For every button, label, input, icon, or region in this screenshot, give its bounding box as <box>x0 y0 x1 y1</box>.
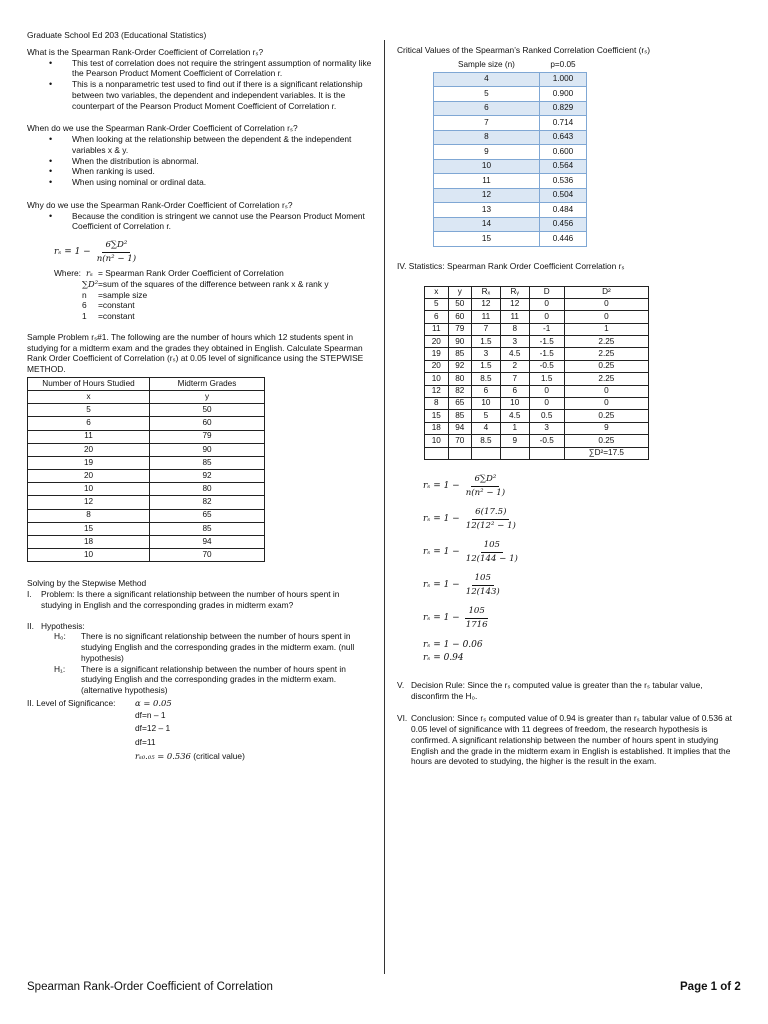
table-cell: 10 <box>434 159 540 174</box>
table-cell: 6 <box>500 385 529 397</box>
table-header-row <box>425 286 649 298</box>
column-header: D <box>529 286 564 298</box>
table-cell: 94 <box>448 422 472 434</box>
table-cell: 1 <box>564 323 648 335</box>
table-subheader-row <box>28 390 265 403</box>
step-denominator: 12(143) <box>465 586 500 597</box>
sample-problem-lead: Sample Problem rₛ#1. <box>27 331 109 342</box>
table-cell: 65 <box>448 398 472 410</box>
where-description: =constant <box>98 300 135 311</box>
significance-level <box>27 698 372 709</box>
step-numerator: 6∑D² <box>471 474 499 487</box>
when-bullets <box>27 134 372 188</box>
step-lhs: rₛ = 1 − <box>423 612 460 623</box>
table-cell: 80 <box>448 373 472 385</box>
table-row <box>28 549 265 562</box>
table-cell: -1.5 <box>529 348 564 360</box>
table-cell: 0.25 <box>564 410 648 422</box>
table-cell: 0 <box>529 385 564 397</box>
table-cell: 15 <box>28 522 150 535</box>
why-question: Why do we use the Spearman Rank-Order Coefficient of Correlation rₛ? <box>27 199 293 210</box>
degrees-of-freedom <box>27 709 372 764</box>
table-row <box>28 522 265 535</box>
table-cell: 1.5 <box>472 360 501 372</box>
table-cell: 6 <box>472 385 501 397</box>
table-cell: 10 <box>425 373 449 385</box>
table-cell: 10 <box>500 398 529 410</box>
table-cell: 0.504 <box>539 188 586 203</box>
table-cell: -0.5 <box>529 360 564 372</box>
column-header: D² <box>564 286 648 298</box>
where-description: =sample size <box>98 289 148 300</box>
null-hypothesis <box>27 631 372 663</box>
decision-rule <box>397 680 742 702</box>
step-fraction <box>463 474 508 499</box>
alternative-hypothesis <box>27 664 372 696</box>
conclusion-number: VI. <box>397 713 408 724</box>
table-row <box>434 101 587 116</box>
critical-value-note: (critical value) <box>190 751 245 762</box>
column-header: Rᵧ <box>500 286 529 298</box>
table-cell: 0.900 <box>539 87 586 102</box>
problem-statement <box>27 589 372 611</box>
table-cell: 0.564 <box>539 159 586 174</box>
table-cell: 20 <box>425 336 449 348</box>
table-row <box>425 323 649 335</box>
table-row <box>28 456 265 469</box>
table-cell: 60 <box>150 417 265 430</box>
h1-label: H₁: <box>54 663 66 674</box>
table-row <box>28 509 265 522</box>
table-row <box>425 348 649 360</box>
critical-value <box>135 750 372 764</box>
conclusion-text: Conclusion: Since rₛ computed value of 0.94 is greater than rₛ tabular value of 0.536 at 0.05 level of significance with 11 degrees of freedom, the research hypothesis is confirmed. A significant relationship between the number of hours spent in studying English and the grade in the midterm exam in English is established. It implies that the hours are devoted to studying, the higher is the result in the exam. <box>411 713 732 767</box>
table-cell: 15 <box>434 232 540 247</box>
column-subheader: x <box>28 390 150 403</box>
table-cell: 20 <box>425 360 449 372</box>
step-fraction <box>463 606 491 631</box>
table-cell: 8 <box>28 509 150 522</box>
what-bullets <box>27 58 372 112</box>
table-cell: 0.714 <box>539 116 586 131</box>
table-cell: 50 <box>150 404 265 417</box>
table-row <box>434 203 587 218</box>
table-cell: 79 <box>150 430 265 443</box>
table-cell: 18 <box>425 422 449 434</box>
table-cell: 6 <box>434 101 540 116</box>
computation-step <box>423 606 742 631</box>
table-cell: 0.484 <box>539 203 586 218</box>
list-item: • This test of correlation does not require the stringent assumption of normality like the Pearson Product Moment Coefficient of Correlation r. <box>27 58 372 80</box>
table-cell: 18 <box>28 536 150 549</box>
table-row <box>434 130 587 145</box>
total-row <box>425 447 649 459</box>
step-denominator: 1716 <box>465 619 488 630</box>
table-row <box>28 483 265 496</box>
problem-text: Problem: Is there a significant relationship between the number of hours spent in studying in English and the corresponding grades in midterm exam? <box>41 589 340 610</box>
table-cell: 79 <box>448 323 472 335</box>
table-cell: 0.5 <box>529 410 564 422</box>
final-result <box>397 639 742 666</box>
table-row <box>434 145 587 160</box>
decision-text: Decision Rule: Since the rₛ computed value is greater than the rₛ tabular value, disconfirm the H₀. <box>411 679 703 701</box>
when-question: When do we use the Spearman Rank-Order Coefficient of Correlation rₛ? <box>27 123 298 134</box>
sample-data-table <box>27 377 265 563</box>
table-cell: 12 <box>425 385 449 397</box>
table-cell: 6 <box>425 311 449 323</box>
h1-text: There is a significant relationship between the number of hours spent in studying English and the corresponding grades in the midterm exam. (alternative hypothesis) <box>81 663 346 696</box>
table-cell: 9 <box>500 435 529 447</box>
table-cell: 4.5 <box>500 410 529 422</box>
list-item: • When looking at the relationship between the dependent & the independent variables x & y. <box>27 134 372 156</box>
list-item: • Because the condition is stringent we cannot use the Pearson Product Moment Coefficient of Correlation r. <box>27 211 372 233</box>
computation-step <box>423 540 742 565</box>
table-header-row <box>434 58 587 73</box>
table-cell: 85 <box>448 410 472 422</box>
table-cell: 85 <box>150 456 265 469</box>
footer-title: Spearman Rank-Order Coefficient of Correlation <box>27 981 273 993</box>
table-cell: 92 <box>150 470 265 483</box>
critical-values-table <box>433 58 587 247</box>
table-row <box>28 417 265 430</box>
statistics-table <box>424 286 649 460</box>
table-cell: 2 <box>500 360 529 372</box>
table-row <box>434 188 587 203</box>
table-cell: 20 <box>28 470 150 483</box>
table-cell: 0.25 <box>564 360 648 372</box>
statistics-title: IV. Statistics: Spearman Rank Order Coefficient Correlation rₛ <box>397 260 625 271</box>
list-item: • This is a nonparametric test used to find out if there is a significant relationship between two variables, the dependent and independent variables. It is the counterpart of the Pearson Product Moment Coefficient of Correlation r. <box>27 79 372 111</box>
step-fraction <box>463 540 521 565</box>
sample-problem-text: The following are the number of hours which 12 students spent in studying for a midterm exam and the grades they obtained in English. Calculate Spearman Rank Order Coefficient of Correlation (rₛ) at 0.05 level of significance using the STEPWISE METHOD. <box>27 331 364 374</box>
table-cell: 82 <box>150 496 265 509</box>
table-row <box>28 496 265 509</box>
document-header: Graduate School Ed 203 (Educational Statistics) <box>27 30 207 40</box>
table-cell: 12 <box>28 496 150 509</box>
column-header: Number of Hours Studied <box>28 377 150 390</box>
table-cell: 19 <box>28 456 150 469</box>
table-cell: 6 <box>28 417 150 430</box>
table-row <box>28 536 265 549</box>
formula-denominator: n(n² − 1) <box>96 254 137 264</box>
df-line: df=11 <box>135 737 156 748</box>
computation-result: rₛ = 0.94 <box>423 653 464 664</box>
where-symbol: ∑D² <box>82 278 99 289</box>
table-cell: 12 <box>500 298 529 310</box>
table-row <box>434 232 587 247</box>
formula-lhs: rₛ = 1 − <box>54 246 91 257</box>
table-cell: 0.25 <box>564 435 648 447</box>
table-row <box>425 373 649 385</box>
table-cell: 20 <box>28 443 150 456</box>
column-divider <box>384 40 385 974</box>
table-cell: 0.456 <box>539 217 586 232</box>
table-row <box>425 311 649 323</box>
table-cell: 92 <box>448 360 472 372</box>
table-cell: 0 <box>564 398 648 410</box>
table-row <box>425 422 649 434</box>
table-cell: 0.643 <box>539 130 586 145</box>
where-symbol: 6 <box>82 300 87 311</box>
list-item: • When using nominal or ordinal data. <box>27 177 372 188</box>
table-cell: 0.600 <box>539 145 586 160</box>
step-numerator: 105 <box>465 606 487 619</box>
step-denominator: n(n² − 1) <box>465 487 506 498</box>
table-cell: 4 <box>434 72 540 87</box>
step-lhs: rₛ = 1 − <box>423 513 460 524</box>
hypothesis-heading <box>27 621 372 632</box>
table-row <box>28 443 265 456</box>
table-cell: 0 <box>564 311 648 323</box>
table-cell: 0 <box>564 298 648 310</box>
formula-numerator: 6∑D² <box>102 240 130 253</box>
column-subheader: y <box>150 390 265 403</box>
table-header-row <box>28 377 265 390</box>
df-line: df=n – 1 <box>135 709 166 720</box>
table-cell: 0.536 <box>539 174 586 189</box>
table-row <box>425 398 649 410</box>
table-cell: 5 <box>28 404 150 417</box>
step-numerator: 6(17.5) <box>472 507 509 520</box>
table-row <box>425 385 649 397</box>
computation-steps <box>397 474 742 631</box>
table-cell: 11 <box>425 323 449 335</box>
table-cell: 85 <box>150 522 265 535</box>
computation-step <box>423 507 742 532</box>
step-fraction <box>463 507 519 532</box>
where-label: Where: <box>54 268 81 278</box>
table-cell: -1 <box>529 323 564 335</box>
problem-number: I. <box>27 589 32 600</box>
right-column <box>397 45 742 767</box>
table-cell: 10 <box>425 435 449 447</box>
table-row <box>425 410 649 422</box>
table-cell: 5 <box>434 87 540 102</box>
table-row <box>434 72 587 87</box>
table-cell: 1.5 <box>472 336 501 348</box>
table-cell: 19 <box>425 348 449 360</box>
table-cell: 0.829 <box>539 101 586 116</box>
stepwise-title: Solving by the Stepwise Method <box>27 578 147 589</box>
column-header: p=0.05 <box>550 59 576 69</box>
where-description: =constant <box>98 311 135 321</box>
step-numerator: 105 <box>481 540 503 553</box>
alpha-value: α = 0.05 <box>135 697 172 708</box>
table-row <box>434 87 587 102</box>
computation-step <box>423 474 742 499</box>
list-item: • When ranking is used. <box>27 166 372 177</box>
table-cell: 8 <box>434 130 540 145</box>
where-description: =sum of the squares of the difference between rank x & rank y <box>98 278 329 289</box>
df-line: df=12 – 1 <box>135 723 171 734</box>
table-cell: 11 <box>434 174 540 189</box>
table-cell: 70 <box>448 435 472 447</box>
left-column <box>27 30 372 764</box>
table-cell: 11 <box>28 430 150 443</box>
table-row <box>28 404 265 417</box>
column-header: Sample size (n) <box>458 59 515 69</box>
sample-problem <box>27 332 372 375</box>
table-cell: 80 <box>150 483 265 496</box>
critical-value-symbol: rₛ₀.₀₅ = 0.536 <box>135 751 191 762</box>
table-cell: 0.446 <box>539 232 586 247</box>
table-cell: 3 <box>529 422 564 434</box>
column-header: Rₓ <box>472 286 501 298</box>
table-row <box>434 174 587 189</box>
where-symbol: rₛ <box>86 268 93 278</box>
column-header: y <box>448 286 472 298</box>
step-lhs: rₛ = 1 − <box>423 579 460 590</box>
table-cell: 1 <box>500 422 529 434</box>
table-row <box>425 435 649 447</box>
column-header: x <box>425 286 449 298</box>
table-row <box>28 470 265 483</box>
h0-text: There is no significant relationship between the number of hours spent in studying English and the corresponding grades in the midterm exam. (null hypothesis) <box>81 631 355 663</box>
step-lhs: rₛ = 1 − <box>423 546 460 557</box>
table-cell: 10 <box>472 398 501 410</box>
computation-line: rₛ = 1 − 0.06 <box>423 639 483 650</box>
table-cell: 0 <box>564 385 648 397</box>
decision-number: V. <box>397 679 405 690</box>
why-bullets <box>27 211 372 233</box>
table-row <box>434 159 587 174</box>
table-cell: 65 <box>150 509 265 522</box>
table-cell: 5 <box>472 410 501 422</box>
step-fraction <box>463 573 503 598</box>
table-cell: 7 <box>500 373 529 385</box>
table-cell: 4.5 <box>500 348 529 360</box>
what-question: What is the Spearman Rank-Order Coefficient of Correlation rₛ? <box>27 46 264 57</box>
table-cell: 7 <box>434 116 540 131</box>
table-cell: 94 <box>150 536 265 549</box>
table-cell: 1.000 <box>539 72 586 87</box>
table-cell: 60 <box>448 311 472 323</box>
table-cell: 12 <box>472 298 501 310</box>
step-numerator: 105 <box>472 573 494 586</box>
table-row <box>425 298 649 310</box>
table-cell: 0 <box>529 398 564 410</box>
table-row <box>425 360 649 372</box>
significance-label: II. Level of Significance: <box>27 697 116 708</box>
table-cell: 9 <box>434 145 540 160</box>
critical-table-title: Critical Values of the Spearman’s Ranked Correlation Coefficient (rₛ) <box>397 45 651 55</box>
step-lhs: rₛ = 1 − <box>423 480 460 491</box>
table-cell: 82 <box>448 385 472 397</box>
table-cell: 90 <box>448 336 472 348</box>
table-cell: 0 <box>529 311 564 323</box>
table-cell: 14 <box>434 217 540 232</box>
table-cell: 8.5 <box>472 435 501 447</box>
table-cell: 10 <box>28 549 150 562</box>
formula-fraction <box>94 240 139 265</box>
table-cell: 70 <box>150 549 265 562</box>
table-cell: 0 <box>529 298 564 310</box>
table-cell: 5 <box>425 298 449 310</box>
computation-step <box>423 573 742 598</box>
table-cell: -1.5 <box>529 336 564 348</box>
page-number: Page 1 of 2 <box>680 981 741 993</box>
table-cell: 11 <box>472 311 501 323</box>
table-cell: 85 <box>448 348 472 360</box>
table-cell: 15 <box>425 410 449 422</box>
table-row <box>434 217 587 232</box>
conclusion <box>397 713 742 767</box>
list-item: • When the distribution is abnormal. <box>27 156 372 167</box>
table-cell: 3 <box>472 348 501 360</box>
table-cell: 50 <box>448 298 472 310</box>
table-cell: 8.5 <box>472 373 501 385</box>
h0-label: H₀: <box>54 631 66 642</box>
table-cell: 2.25 <box>564 336 648 348</box>
table-cell: 11 <box>500 311 529 323</box>
table-cell: 9 <box>564 422 648 434</box>
table-cell: 13 <box>434 203 540 218</box>
table-row <box>425 336 649 348</box>
table-cell: 8 <box>425 398 449 410</box>
step-denominator: 12(144 − 1) <box>465 553 518 564</box>
table-row <box>434 116 587 131</box>
table-cell: 10 <box>28 483 150 496</box>
column-header: Midterm Grades <box>150 377 265 390</box>
table-cell: 4 <box>472 422 501 434</box>
table-cell: 1.5 <box>529 373 564 385</box>
table-cell: -0.5 <box>529 435 564 447</box>
step-denominator: 12(12² − 1) <box>465 520 516 531</box>
table-cell: 12 <box>434 188 540 203</box>
table-cell: 90 <box>150 443 265 456</box>
where-symbol: n <box>82 289 87 300</box>
where-description: = Spearman Rank Order Coefficient of Correlation <box>98 268 284 278</box>
table-cell: 3 <box>500 336 529 348</box>
where-symbol: 1 <box>82 311 87 321</box>
table-cell: 7 <box>472 323 501 335</box>
where-block <box>27 268 372 322</box>
table-row <box>28 430 265 443</box>
sum-d-squared: ∑D²=17.5 <box>564 447 648 459</box>
table-cell: 8 <box>500 323 529 335</box>
spearman-formula <box>27 240 372 265</box>
table-cell: 2.25 <box>564 373 648 385</box>
hypothesis-number: II. <box>27 620 34 631</box>
hypothesis-label: Hypothesis: <box>41 620 85 631</box>
table-cell: 2.25 <box>564 348 648 360</box>
